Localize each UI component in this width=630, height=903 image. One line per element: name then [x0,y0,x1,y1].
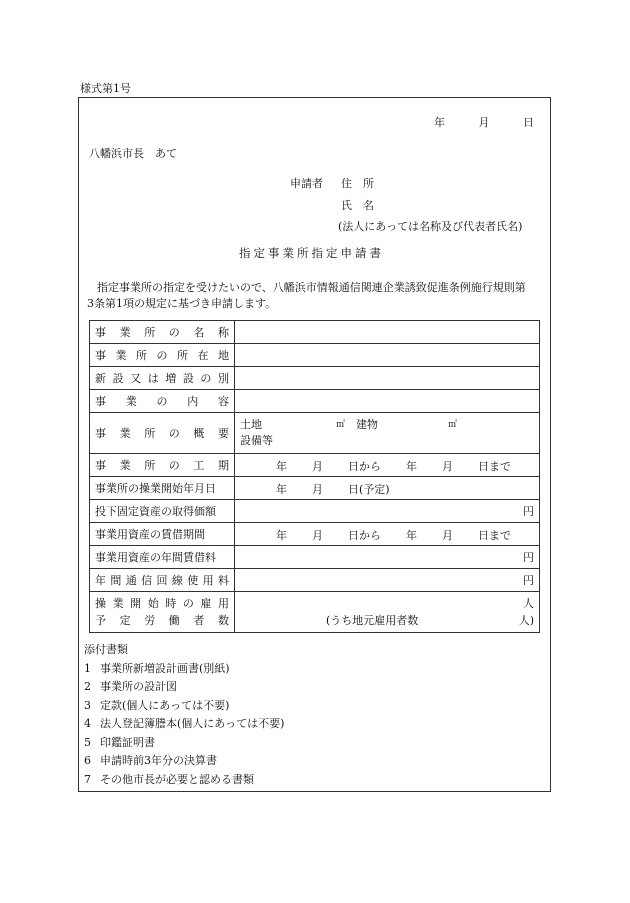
equipment-label: 設備等 [240,434,273,447]
attachment-num: 5 [84,735,91,749]
label-operation-start: 事業所の操業開始年月日 [90,477,235,500]
local-hire-end: 人) [518,614,534,627]
label-office-overview: 事業所の概要 [90,413,235,454]
attachment-num: 4 [84,717,91,730]
value-annual-rent[interactable]: 円 [235,546,540,569]
attachment-text: 事業所の設計図 [100,680,177,693]
attachment-num: 7 [84,772,91,786]
attachment-text: 印鑑証明書 [100,735,155,749]
lease-month-2: 月 [442,529,453,542]
attachment-text: 事業所新増設計画書(別紙) [100,661,230,675]
date-day: 日 [523,116,534,129]
period-day-2: 日まで [478,460,511,473]
attachments-heading: 添付書類 [84,643,128,656]
attachment-item [84,660,284,679]
land-unit: ㎡ [336,420,346,430]
value-line-fee[interactable]: 円 [235,569,540,592]
value-office-name[interactable] [235,321,540,344]
label-lease-period: 事業用資産の賃借期間 [90,523,235,546]
label-acquisition-cost: 投下固定資産の取得価額 [90,500,235,523]
form-number: 様式第1号 [80,82,131,95]
attachment-item [84,697,284,716]
attachment-num: 3 [84,698,91,712]
application-form [78,97,551,792]
applicant-address-label: 住 所 [341,177,374,190]
date-year: 年 [434,116,445,129]
start-month: 月 [312,483,323,496]
lease-day-2: 日まで [478,529,511,542]
local-hire-label: (うち地元雇用者数 [326,614,419,627]
period-year-1: 年 [276,460,287,473]
application-table [89,320,540,633]
lease-year-2: 年 [406,529,417,542]
body-text-2: 3条第1項の規定に基づき申請します。 [87,297,277,310]
attachment-num: 2 [84,680,91,693]
label-planned-workers-1: 操業開始時の雇用 [95,597,229,610]
lease-day-1: 日から [348,529,381,542]
label-office-name: 事業所の名称 [90,321,235,344]
value-new-or-expansion[interactable] [235,367,540,390]
value-office-overview[interactable] [235,413,540,454]
form-title: 指定事業所指定申請書 [239,246,384,260]
label-business-content: 事業の内容 [90,390,235,413]
start-day: 日(予定) [348,483,390,496]
workers-unit: 人 [523,597,534,610]
value-operation-start[interactable] [235,477,540,500]
value-lease-period[interactable] [235,523,540,546]
attachment-text: 法人登記簿謄本(個人にあっては不要) [100,717,285,730]
applicant-name-label: 氏 名 [341,199,374,212]
building-label: 建物 [356,418,378,431]
addressee: 八幡浜市長 あて [89,147,177,160]
label-planned-workers [90,592,235,633]
lease-month-1: 月 [312,529,323,542]
date-line [79,114,534,130]
attachment-num: 6 [84,754,91,767]
attachment-text: その他市長が必要と認める書類 [100,772,254,786]
attachment-item [84,678,284,697]
value-office-location[interactable] [235,344,540,367]
label-office-location: 事業所の所在地 [90,344,235,367]
applicant-note: (法人にあっては名称及び代表者氏名) [338,220,523,233]
period-year-2: 年 [406,460,417,473]
attachment-item [84,752,284,771]
start-year: 年 [276,483,287,496]
body-text-1: 指定事業所の指定を受けたいので、八幡浜市情報通信関連企業誘致促進条例施行規則第 [97,281,526,294]
attachment-item [84,715,284,734]
value-business-content[interactable] [235,390,540,413]
date-month: 月 [478,116,490,129]
land-label: 土地 [240,418,262,431]
label-line-fee: 年間通信回線使用料 [90,569,235,592]
attachment-num: 1 [84,661,91,675]
attachments [84,641,284,789]
value-planned-workers[interactable] [235,592,540,633]
period-month-2: 月 [442,460,453,473]
applicant-label: 申請者 [290,177,323,190]
attachment-item [84,771,284,790]
label-planned-workers-2: 予定労働者数 [95,614,229,627]
attachment-item [84,734,284,753]
label-construction-period: 事業所の工期 [90,454,235,477]
attachment-text: 申請時前3年分の決算書 [100,754,217,767]
label-annual-rent: 事業用資産の年間賃借料 [90,546,235,569]
period-day-1: 日から [348,460,381,473]
building-unit: ㎡ [448,420,458,430]
lease-year-1: 年 [276,529,287,542]
attachment-text: 定款(個人にあっては不要) [100,698,230,712]
label-new-or-expansion: 新設又は増設の別 [90,367,235,390]
period-month-1: 月 [312,460,323,473]
value-acquisition-cost[interactable]: 円 [235,500,540,523]
value-construction-period[interactable] [235,454,540,477]
